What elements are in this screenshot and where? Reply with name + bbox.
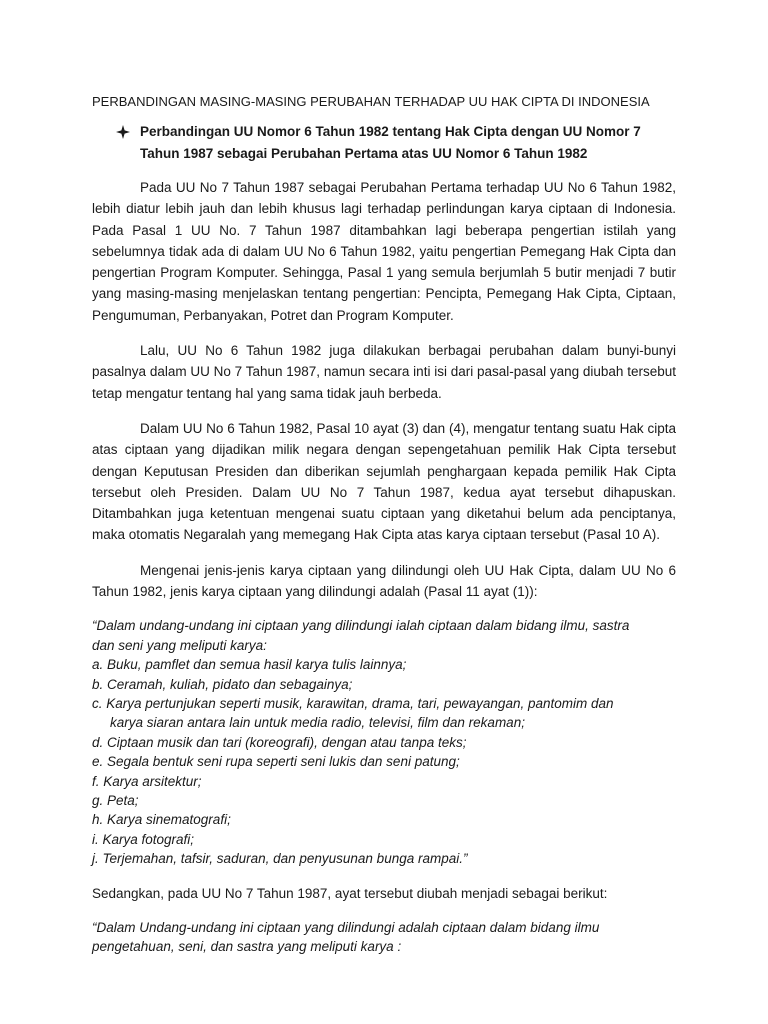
paragraph: Mengenai jenis-jenis karya ciptaan yang dilindungi oleh UU Hak Cipta, dalam UU No 6 Tahun 1982, jenis karya ciptaan yang dilindungi adalah (Pasal 11 ayat (1)): (92, 562, 676, 600)
protected-works-list (92, 655, 676, 868)
paragraph: Dalam UU No 6 Tahun 1982, Pasal 10 ayat (3) dan (4), mengatur tentang suatu Hak cipta atas ciptaan yang dijadikan milik negara dengan sepengetahuan pemilik Hak Cipta tersebut dengan Keputusan Presiden dan diberikan sejumlah penghargaan kepada pemilik Hak Cipta tersebut oleh Presiden. Dalam UU No 7 Tahun 1987, kedua ayat tersebut dihapuskan. Ditambahkan juga ketentuan mengenai suatu ciptaan yang diketahui belum ada penciptanya, maka otomatis Negaralah yang memegang Hak Cipta atas karya ciptaan tersebut (Pasal 10 A). (92, 420, 676, 543)
list-item: a. Buku, pamflet dan semua hasil karya tulis lainnya; (92, 657, 407, 673)
list-item: f. Karya arsitektur; (92, 773, 202, 789)
paragraph: Pada UU No 7 Tahun 1987 sebagai Perubahan Pertama terhadap UU No 6 Tahun 1982, lebih diatur lebih jauh dan lebih khusus lagi terhadap perlindungan karya ciptaan di Indonesia. Pada Pasal 1 UU No. 7 Tahun 1987 ditambahkan lagi beberapa pengertian istilah yang sebelumnya tidak ada di dalam UU No 6 Tahun 1982, yaitu pengertian Pemegang Hak Cipta dan pengertian Program Komputer. Sehingga, Pasal 1 yang semula berjumlah 5 butir menjadi 7 butir yang masing-masing menjelaskan tentang pengertian: Pencipta, Pemegang Hak Cipta, Ciptaan, Pengumuman, Perbanyakan, Potret dan Program Komputer. (92, 180, 676, 323)
quote-intro (92, 616, 676, 655)
quote-line: “Dalam Undang-undang ini ciptaan yang dilindungi adalah ciptaan dalam bidang ilmu (92, 919, 600, 935)
document-heading: PERBANDINGAN MASING-MASING PERUBAHAN TERHADAP UU HAK CIPTA DI INDONESIA (92, 94, 650, 109)
list-item-continuation (92, 713, 676, 732)
section-title (140, 121, 650, 165)
quote-intro-2 (92, 918, 676, 957)
list-item: j. Terjemahan, tafsir, saduran, dan penyusunan bunga rampai.” (92, 851, 468, 867)
diamond-bullet-icon (116, 121, 140, 145)
list-item: i. Karya fotografi; (92, 831, 195, 847)
quote-line: “Dalam undang-undang ini ciptaan yang dilindungi ialah ciptaan dalam bidang ilmu, sastra (92, 618, 630, 634)
paragraph: Lalu, UU No 6 Tahun 1982 juga dilakukan berbagai perubahan dalam bunyi-bunyi pasalnya dalam UU No 7 Tahun 1987, namun secara inti isi dari pasal-pasal yang diubah tersebut tetap mengatur tentang hal yang sama tidak jauh berbeda. (92, 343, 676, 401)
quote-line: dan seni yang meliputi karya: (92, 637, 267, 653)
list-item: e. Segala bentuk seni rupa seperti seni lukis dan seni patung; (92, 754, 460, 770)
section-header (92, 121, 676, 165)
section-title-line: Tahun 1987 sebagai Perubahan Pertama atas UU Nomor 6 Tahun 1982 (140, 146, 588, 161)
list-item: d. Ciptaan musik dan tari (koreografi), dengan atau tanpa teks; (92, 734, 467, 750)
quote-block (92, 616, 676, 868)
list-item: h. Karya sinematografi; (92, 812, 231, 828)
list-item: g. Peta; (92, 793, 139, 808)
transition-paragraph: Sedangkan, pada UU No 7 Tahun 1987, ayat tersebut diubah menjadi sebagai berikut: (92, 885, 608, 901)
list-item: b. Ceramah, kuliah, pidato dan sebagainya; (92, 676, 353, 692)
quote-line: pengetahuan, seni, dan sastra yang meliputi karya : (92, 939, 402, 955)
list-item-continuation-text: karya siaran antara lain untuk media radio, televisi, film dan rekaman; (110, 715, 525, 731)
list-item: c. Karya pertunjukan seperti musik, karawitan, drama, tari, pewayangan, pantomim dan (92, 695, 614, 711)
section-title-line: Perbandingan UU Nomor 6 Tahun 1982 tentang Hak Cipta dengan UU Nomor 7 (140, 124, 641, 139)
